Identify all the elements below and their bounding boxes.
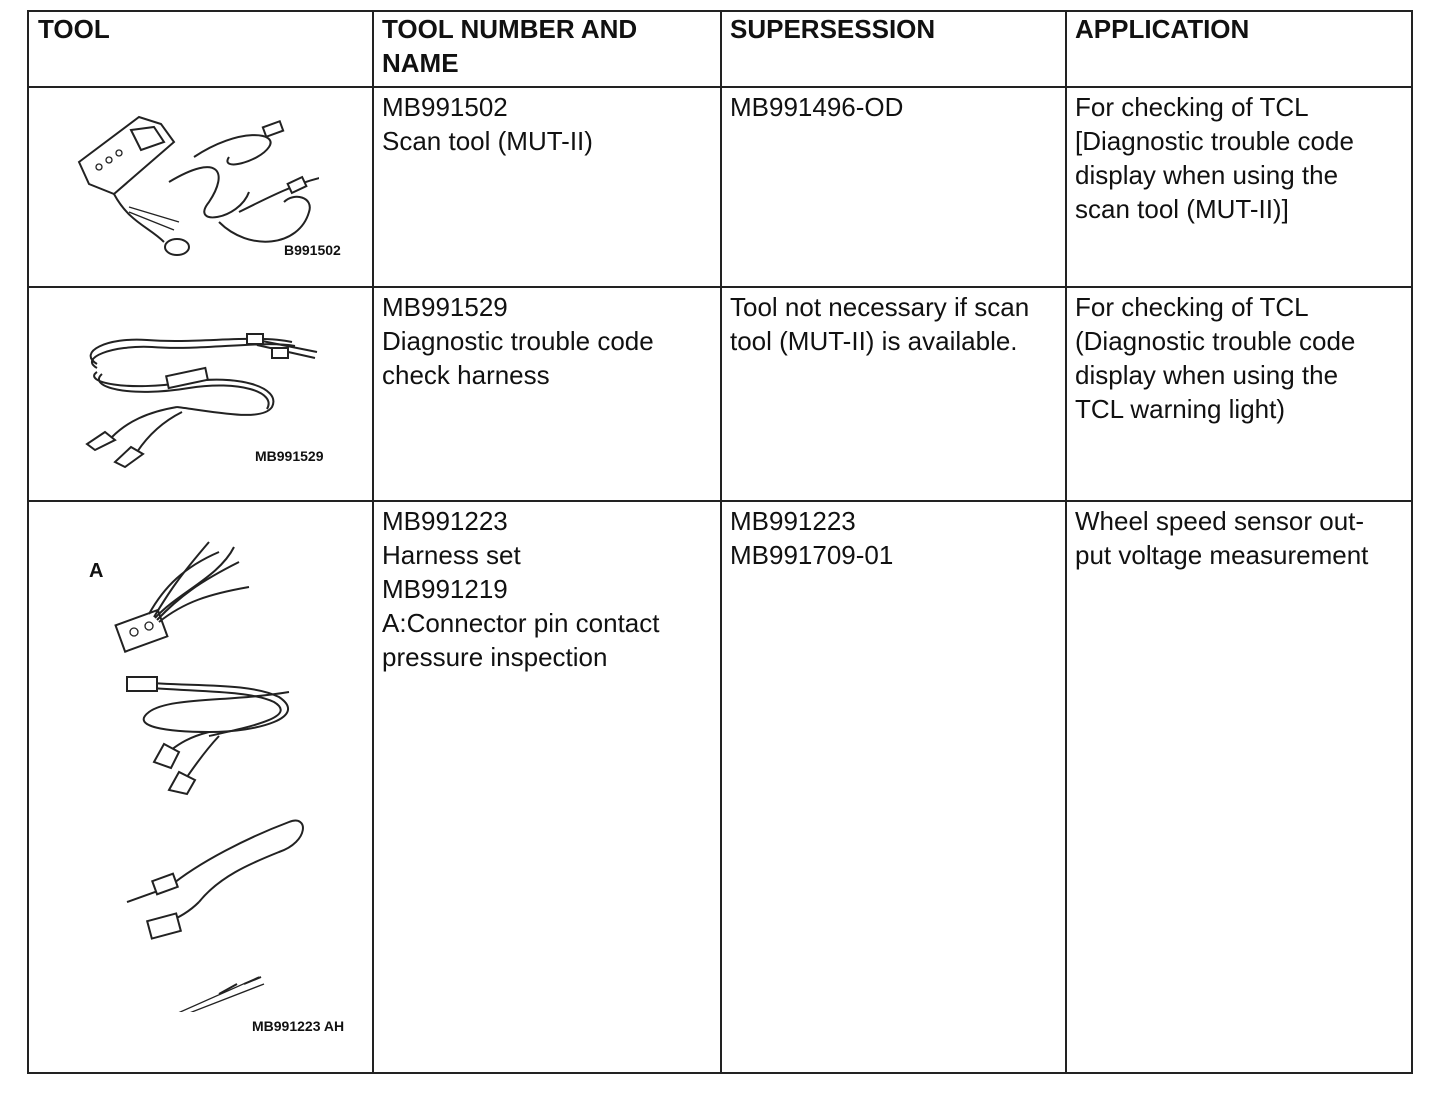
header-tool: TOOL (38, 14, 110, 44)
illustration-callout-a: A (89, 560, 104, 582)
tool-number-name: MB991223 Harness set MB991219 A:Connector pin contact pressure inspection (382, 506, 660, 672)
column-divider (1065, 12, 1067, 1072)
harness-set-illustration (109, 522, 319, 1017)
scan-tool-illustration (69, 102, 319, 267)
application-text: For checking of TCL [Diagnostic trouble code display when using the scan tool (MUT-II)] (1075, 92, 1354, 224)
tool-number-name: MB991502 Scan tool (MUT-II) (382, 92, 593, 156)
tool-number-name: MB991529 Diagnostic trouble code check harness (382, 292, 654, 390)
row-divider (29, 86, 1411, 88)
tool-image-label: MB991223 AH (252, 1018, 345, 1034)
supersession-value: MB991223 MB991709-01 (730, 506, 894, 570)
application-text: Wheel speed sensor out- put voltage measurement (1075, 506, 1369, 570)
tool-image-label: MB991529 (255, 448, 324, 464)
tool-table (27, 10, 1413, 1074)
supersession-value: Tool not necessary if scan tool (MUT-II) is available. (730, 292, 1030, 356)
header-supersession: SUPERSESSION (730, 14, 936, 44)
row-divider (29, 286, 1411, 288)
header-application: APPLICATION (1075, 14, 1250, 44)
row-divider (29, 500, 1411, 502)
application-text: For checking of TCL (Diagnostic trouble code display when using the TCL warning light) (1075, 292, 1356, 424)
supersession-value: MB991496-OD (730, 92, 904, 122)
column-divider (720, 12, 722, 1072)
header-tool-number-and-name: TOOL NUMBER AND NAME (382, 14, 638, 78)
column-divider (372, 12, 374, 1072)
tool-image-label: B991502 (284, 242, 341, 258)
